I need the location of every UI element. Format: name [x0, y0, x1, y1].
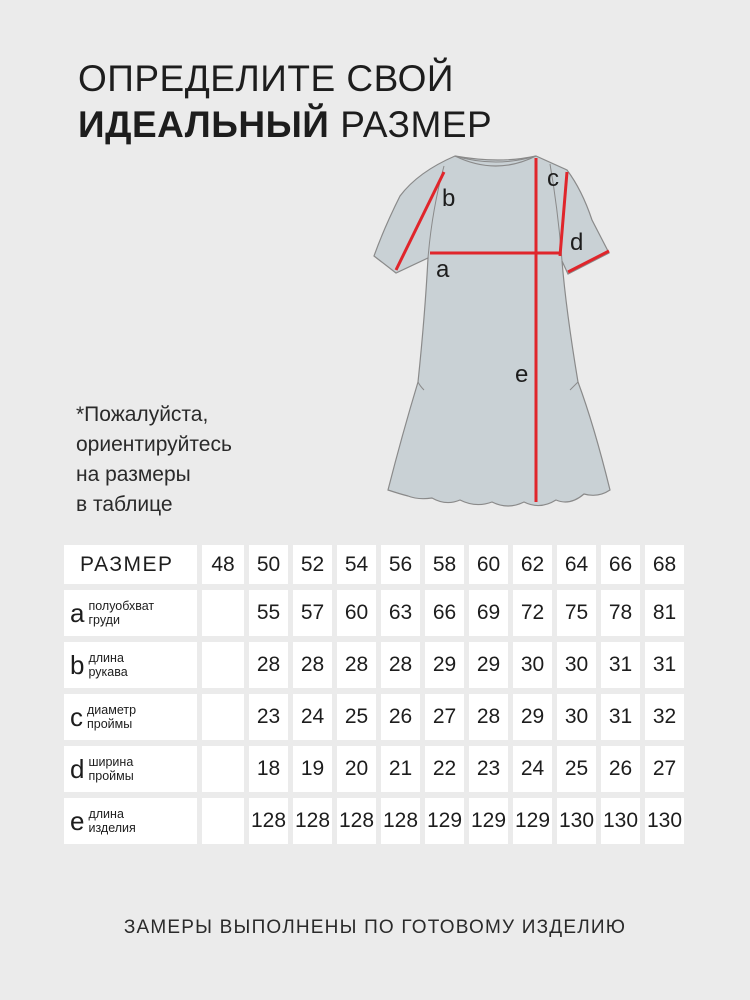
row-description-line: длина: [88, 807, 124, 821]
header-size: 48: [202, 545, 244, 584]
header-size: 58: [425, 545, 464, 584]
row-description-line: проймы: [88, 769, 134, 783]
table-cell: 19: [293, 746, 332, 792]
row-description-line: изделия: [88, 821, 136, 835]
table-cell: 72: [513, 590, 552, 636]
row-description-line: полуобхват: [88, 599, 155, 613]
note-line: *Пожалуйста,: [76, 403, 209, 426]
table-cell: 66: [425, 590, 464, 636]
table-cell: 128: [381, 798, 420, 844]
table-row: [64, 642, 684, 688]
table-cell: 28: [337, 642, 376, 688]
table-cell: 22: [425, 746, 464, 792]
table-cell: 26: [381, 694, 420, 740]
label-b: b: [442, 185, 456, 212]
header-size: 56: [381, 545, 420, 584]
row-description: [88, 755, 133, 783]
row-label: [64, 642, 197, 688]
header-size: 68: [645, 545, 684, 584]
table-cell: [202, 746, 244, 792]
table-row: [64, 694, 684, 740]
row-letter: c: [70, 702, 83, 732]
table-cell: 75: [557, 590, 596, 636]
table-row: [64, 746, 684, 792]
title-line-1: ОПРЕДЕЛИТЕ СВОЙ: [78, 58, 454, 99]
table-header-row: [64, 545, 684, 584]
table-cell: 130: [557, 798, 596, 844]
table-cell: 24: [513, 746, 552, 792]
note-line: на размеры: [76, 463, 191, 486]
sizing-note: [76, 400, 232, 520]
row-description-line: груди: [88, 613, 120, 627]
table-cell: 28: [293, 642, 332, 688]
row-label: [64, 746, 197, 792]
note-line: ориентируйтесь: [76, 433, 232, 456]
label-d: d: [570, 229, 584, 256]
table-cell: 24: [293, 694, 332, 740]
table-cell: 27: [645, 746, 684, 792]
table-cell: 20: [337, 746, 376, 792]
footer-note: ЗАМЕРЫ ВЫПОЛНЕНЫ ПО ГОТОВОМУ ИЗДЕЛИЮ: [123, 917, 627, 938]
table-cell: 29: [469, 642, 508, 688]
table-row: [64, 590, 684, 636]
page-title: [78, 56, 492, 148]
title-line-2: [78, 102, 492, 148]
table-cell: 55: [249, 590, 288, 636]
row-label: [64, 798, 197, 844]
label-a: a: [436, 256, 450, 283]
table-cell: 130: [601, 798, 640, 844]
header-size: 50: [249, 545, 288, 584]
row-letter: b: [70, 650, 85, 680]
table-cell: 30: [557, 642, 596, 688]
row-description-line: проймы: [87, 717, 133, 731]
header-size: 66: [601, 545, 640, 584]
table-cell: [202, 694, 244, 740]
row-description-line: диаметр: [87, 703, 137, 717]
table-cell: 69: [469, 590, 508, 636]
table-cell: 31: [601, 694, 640, 740]
row-letter: e: [70, 806, 85, 836]
row-description: [87, 703, 136, 731]
table-cell: [202, 642, 244, 688]
row-label: [64, 694, 197, 740]
table-cell: 30: [557, 694, 596, 740]
header-size: 54: [337, 545, 376, 584]
header-size: 52: [293, 545, 332, 584]
label-c: c: [547, 165, 559, 192]
title-rest-word: РАЗМЕР: [340, 104, 493, 145]
row-description-line: длина: [88, 651, 124, 665]
table-cell: 78: [601, 590, 640, 636]
table-cell: 25: [337, 694, 376, 740]
row-description-line: ширина: [88, 755, 134, 769]
size-table-wrapper: [64, 545, 684, 844]
table-cell: 81: [645, 590, 684, 636]
table-cell: 18: [249, 746, 288, 792]
table-cell: 129: [425, 798, 464, 844]
table-cell: 27: [425, 694, 464, 740]
row-letter: d: [70, 754, 85, 784]
table-cell: 129: [469, 798, 508, 844]
title-bold-word: ИДЕАЛЬНЫЙ: [78, 104, 330, 145]
table-cell: 29: [425, 642, 464, 688]
table-row: [64, 798, 684, 844]
table-cell: 21: [381, 746, 420, 792]
table-cell: [202, 798, 244, 844]
table-cell: 128: [337, 798, 376, 844]
table-cell: 60: [337, 590, 376, 636]
note-line: в таблице: [76, 493, 173, 516]
header-size-label: РАЗМЕР: [64, 545, 197, 584]
row-label: [64, 590, 197, 636]
row-description: [88, 599, 154, 627]
label-e: e: [515, 361, 529, 388]
table-cell: 63: [381, 590, 420, 636]
row-description: [88, 651, 127, 679]
header-size: 64: [557, 545, 596, 584]
dress-silhouette: [374, 156, 610, 506]
table-cell: 26: [601, 746, 640, 792]
header-size: 62: [513, 545, 552, 584]
row-letter: a: [70, 598, 85, 628]
table-cell: [202, 590, 244, 636]
table-cell: 31: [601, 642, 640, 688]
table-cell: 129: [513, 798, 552, 844]
table-cell: 30: [513, 642, 552, 688]
table-cell: 57: [293, 590, 332, 636]
table-cell: 31: [645, 642, 684, 688]
header-size: 60: [469, 545, 508, 584]
table-cell: 29: [513, 694, 552, 740]
table-cell: 128: [249, 798, 288, 844]
table-cell: 25: [557, 746, 596, 792]
dress-diagram: [360, 150, 620, 520]
table-cell: 28: [469, 694, 508, 740]
table-cell: 28: [249, 642, 288, 688]
table-cell: 23: [469, 746, 508, 792]
table-cell: 128: [293, 798, 332, 844]
table-cell: 28: [381, 642, 420, 688]
table-cell: 130: [645, 798, 684, 844]
table-cell: 32: [645, 694, 684, 740]
row-description: [88, 807, 135, 835]
size-table: [59, 539, 689, 850]
row-description-line: рукава: [88, 665, 128, 679]
table-cell: 23: [249, 694, 288, 740]
